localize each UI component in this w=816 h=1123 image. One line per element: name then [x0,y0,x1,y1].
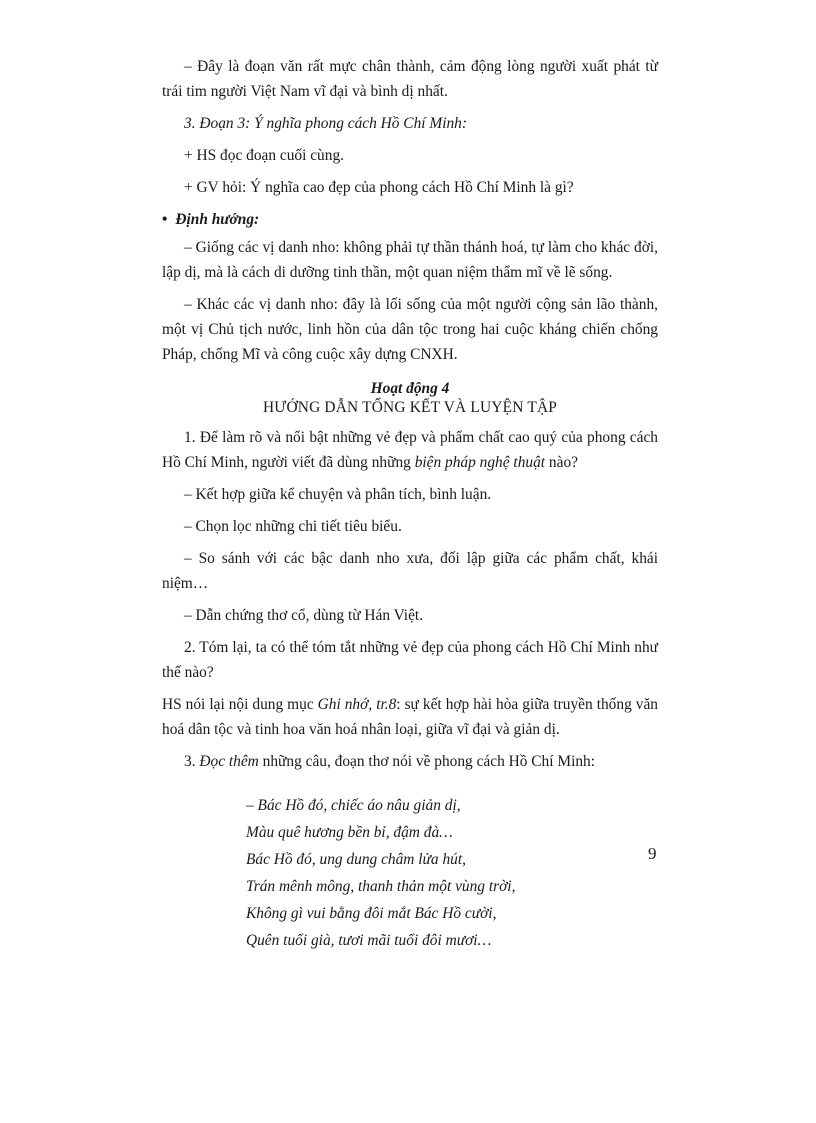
paragraph-difference: – Khác các vị danh nho: đây là lối sống của một người cộng sản lão thành, một vị Chủ tịch nước, linh hồn của dân tộc trong hai cuộc kháng chiến chống Pháp, chống Mĩ và công cuộc xây dựng CNXH. [162,296,658,363]
orientation-label [162,207,658,232]
answer-1-item: – Chọn lọc những chi tiết tiêu biểu. [184,518,402,535]
question-3 [162,749,658,774]
poem-line: Quên tuổi già, tươi mãi tuổi đôi mươi… [246,932,492,949]
poem-line: Màu quê hương bền bỉ, đậm đà… [246,824,453,841]
question-3-emphasis: Đọc thêm [199,753,259,770]
poem-line: Không gì vui bằng đôi mắt Bác Hồ cười, [246,905,497,922]
question-3-number: 3. [184,753,200,770]
activity-subtitle: Hoạt động 4 [370,380,450,397]
instruction-gv-ask: + GV hỏi: Ý nghĩa cao đẹp của phong cách Hồ Chí Minh là gì? [184,179,574,196]
answer-1-item: – Kết hợp giữa kể chuyện và phân tích, bình luận. [184,486,492,503]
instruction-hs-read: + HS đọc đoạn cuối cùng. [184,147,344,164]
question-1-emphasis: biện pháp nghệ thuật [414,454,546,471]
section-heading-doan-3: 3. Đoạn 3: Ý nghĩa phong cách Hồ Chí Minh: [184,115,467,132]
question-2: 2. Tóm lại, ta có thể tóm tắt những vẻ đẹp của phong cách Hồ Chí Minh như thế nào? [162,639,658,681]
poem-line: Bác Hồ đó, ung dung châm lửa hút, [246,851,466,868]
answer-2 [162,692,658,742]
bullet-icon: • [162,211,168,228]
answer-2-end: : sự kết hợp hài hòa giữa truyền thống văn hoá dân tộc và tinh hoa văn hoá nhân loại, giữa vĩ đại và giản dị. [162,696,658,738]
activity-heading [162,379,658,417]
activity-title: HƯỚNG DẪN TỔNG KẾT VÀ LUYỆN TẬP [262,399,558,416]
question-1-end: nào? [545,454,578,471]
question-3-text: những câu, đoạn thơ nói về phong cách Hồ Chí Minh: [258,753,596,770]
poem-excerpt [246,792,658,954]
answer-1-item: – Dẫn chứng thơ cổ, dùng từ Hán Việt. [184,607,424,624]
paragraph-closing-remark: – Đây là đoạn văn rất mực chân thành, cảm động lòng người xuất phát từ trái tim người Việt Nam vĩ đại và bình dị nhất. [162,58,658,100]
question-1 [162,425,658,475]
answer-2-emphasis: Ghi nhớ, tr.8 [317,696,397,713]
question-1-text: 1. Để làm rõ và nổi bật những vẻ đẹp và phẩm chất cao quý của phong cách Hồ Chí Minh, người viết đã dùng những [162,429,658,471]
paragraph-similarity: – Giống các vị danh nho: không phải tự thần thánh hoá, tự làm cho khác đời, lập dị, mà là cách di dưỡng tinh thần, một quan niệm thẩm mĩ về lẽ sống. [162,239,658,281]
poem-line: – Bác Hồ đó, chiếc áo nâu giản dị, [246,797,461,814]
page-number: 9 [648,844,657,863]
poem-line: Trán mênh mông, thanh thản một vùng trời, [246,878,516,895]
document-page [162,54,658,954]
answer-2-text: HS nói lại nội dung mục [162,696,318,713]
orientation-label-text: Định hướng: [175,211,260,228]
answer-1-item: – So sánh với các bậc danh nho xưa, đối lập giữa các phẩm chất, khái niệm… [162,550,658,592]
